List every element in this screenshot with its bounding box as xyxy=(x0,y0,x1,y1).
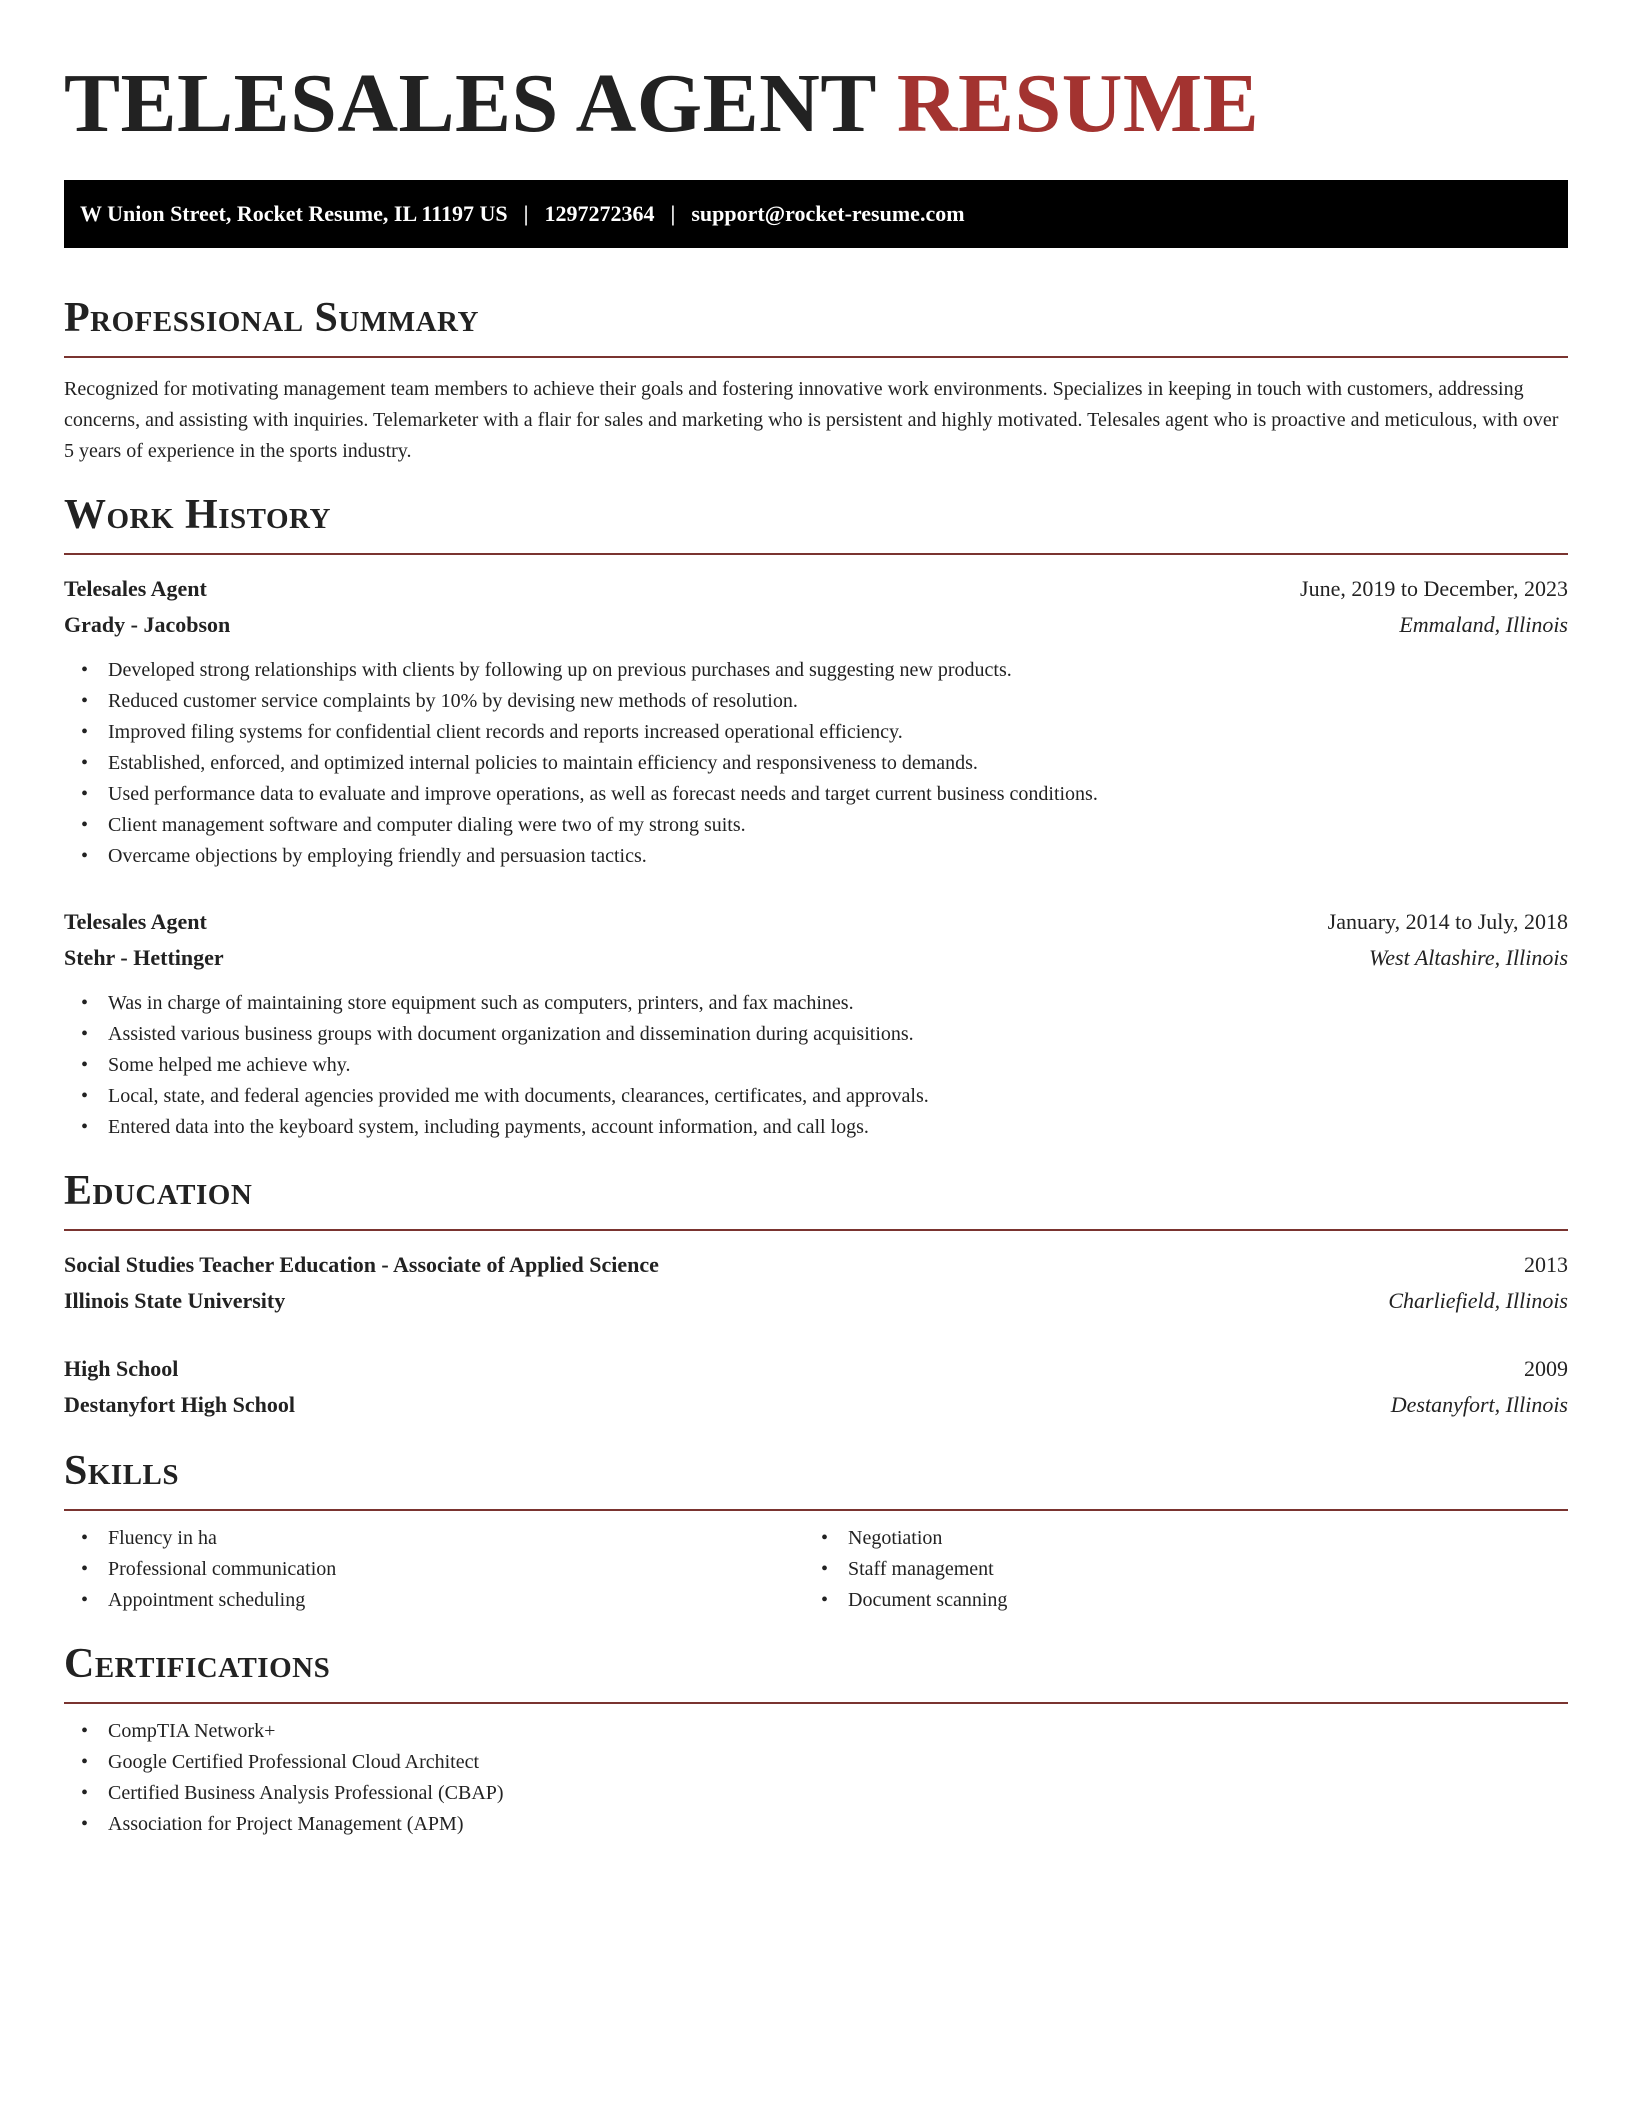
education-degree: Social Studies Teacher Education - Associate of Applied Science xyxy=(64,1252,659,1277)
list-item: • Used performance data to evaluate and improve operations, as well as forecast needs and target current business conditions. xyxy=(64,779,1568,810)
resume-page xyxy=(64,0,1568,1840)
education-year: 2013 xyxy=(1524,1252,1568,1277)
job-title: Telesales Agent xyxy=(64,576,207,601)
certifications-section xyxy=(64,1640,1568,1840)
education-location: Destanyfort, Illinois xyxy=(1390,1392,1568,1417)
skills-list-right xyxy=(804,1523,1544,1616)
resume-title xyxy=(64,56,1568,152)
section-divider xyxy=(64,1702,1568,1704)
contact-phone: 1297272364 xyxy=(544,201,655,226)
certifications-heading: Certifications xyxy=(64,1641,331,1687)
job-company-row xyxy=(64,607,1568,643)
education-school: Destanyfort High School xyxy=(64,1392,295,1417)
job-title-row xyxy=(64,904,1568,940)
education-school: Illinois State University xyxy=(64,1288,286,1313)
education-degree: High School xyxy=(64,1356,179,1381)
skills-grid xyxy=(64,1523,1568,1616)
job-dates: January, 2014 to July, 2018 xyxy=(1327,909,1568,934)
contact-separator: | xyxy=(670,201,676,226)
list-item: • Staff management xyxy=(804,1554,1544,1585)
section-divider xyxy=(64,553,1568,555)
list-item: • Google Certified Professional Cloud Architect xyxy=(64,1747,1568,1778)
list-item: • Professional communication xyxy=(64,1554,804,1585)
contact-email: support@rocket-resume.com xyxy=(691,201,965,226)
title-main: TELESALES AGENT xyxy=(64,57,876,150)
education-school-row xyxy=(64,1283,1568,1319)
education-entry xyxy=(64,1351,1568,1423)
list-item: • Negotiation xyxy=(804,1523,1544,1554)
list-item: • Local, state, and federal agencies provided me with documents, clearances, certificates, and approvals. xyxy=(64,1081,1568,1112)
contact-separator: | xyxy=(523,201,529,226)
work-history-section xyxy=(64,491,1568,1143)
list-item: • Reduced customer service complaints by 10% by devising new methods of resolution. xyxy=(64,686,1568,717)
section-divider xyxy=(64,1229,1568,1231)
education-heading: Education xyxy=(64,1168,253,1214)
list-item: • Was in charge of maintaining store equipment such as computers, printers, and fax machines. xyxy=(64,988,1568,1019)
list-item: • Client management software and computer dialing were two of my strong suits. xyxy=(64,810,1568,841)
summary-heading: Professional Summary xyxy=(64,295,479,341)
education-school-row xyxy=(64,1387,1568,1423)
education-degree-row xyxy=(64,1247,1568,1283)
section-divider xyxy=(64,1509,1568,1511)
job-entry xyxy=(64,904,1568,1143)
list-item: • Some helped me achieve why. xyxy=(64,1050,1568,1081)
job-company: Grady - Jacobson xyxy=(64,612,231,637)
job-title: Telesales Agent xyxy=(64,909,207,934)
summary-section xyxy=(64,294,1568,467)
job-entry xyxy=(64,571,1568,872)
list-item: • Established, enforced, and optimized internal policies to maintain efficiency and responsiveness to demands. xyxy=(64,748,1568,779)
section-divider xyxy=(64,356,1568,358)
list-item: • Improved filing systems for confidential client records and reports increased operational efficiency. xyxy=(64,717,1568,748)
list-item: • Appointment scheduling xyxy=(64,1585,804,1616)
list-item: • Developed strong relationships with clients by following up on previous purchases and suggesting new products. xyxy=(64,655,1568,686)
job-bullets xyxy=(64,655,1568,872)
list-item: • Fluency in ha xyxy=(64,1523,804,1554)
education-year: 2009 xyxy=(1524,1356,1568,1381)
list-item: • Document scanning xyxy=(804,1585,1544,1616)
list-item: • Entered data into the keyboard system, including payments, account information, and call logs. xyxy=(64,1112,1568,1143)
job-location: West Altashire, Illinois xyxy=(1368,945,1568,970)
job-company-row xyxy=(64,940,1568,976)
job-bullets xyxy=(64,988,1568,1143)
list-item: • Assisted various business groups with document organization and dissemination during acquisitions. xyxy=(64,1019,1568,1050)
list-item: • Association for Project Management (APM) xyxy=(64,1809,1568,1840)
summary-text: Recognized for motivating management team members to achieve their goals and fostering innovative work environments. Specializes in keeping in touch with customers, addressing concerns, and assisting with inquiries. Telemarketer with a flair for sales and marketing who is persistent and highly motivated. Telesales agent who is proactive and meticulous, with over 5 years of experience in the sports industry. xyxy=(64,378,1559,462)
education-location: Charliefield, Illinois xyxy=(1388,1288,1568,1313)
job-location: Emmaland, Illinois xyxy=(1399,612,1568,637)
skills-section xyxy=(64,1447,1568,1616)
job-title-row xyxy=(64,571,1568,607)
contact-bar xyxy=(64,180,1568,248)
education-degree-row xyxy=(64,1351,1568,1387)
education-entry xyxy=(64,1247,1568,1319)
education-section xyxy=(64,1167,1568,1423)
list-item: • Certified Business Analysis Professional (CBAP) xyxy=(64,1778,1568,1809)
contact-address: W Union Street, Rocket Resume, IL 11197 US xyxy=(80,201,508,226)
list-item: • Overcame objections by employing friendly and persuasion tactics. xyxy=(64,841,1568,872)
certifications-list xyxy=(64,1716,1568,1840)
work-history-heading: Work History xyxy=(64,492,331,538)
title-accent: RESUME xyxy=(896,57,1260,150)
job-dates: June, 2019 to December, 2023 xyxy=(1300,576,1568,601)
job-company: Stehr - Hettinger xyxy=(64,945,224,970)
list-item: • CompTIA Network+ xyxy=(64,1716,1568,1747)
skills-list-left xyxy=(64,1523,804,1616)
skills-heading: Skills xyxy=(64,1448,180,1494)
